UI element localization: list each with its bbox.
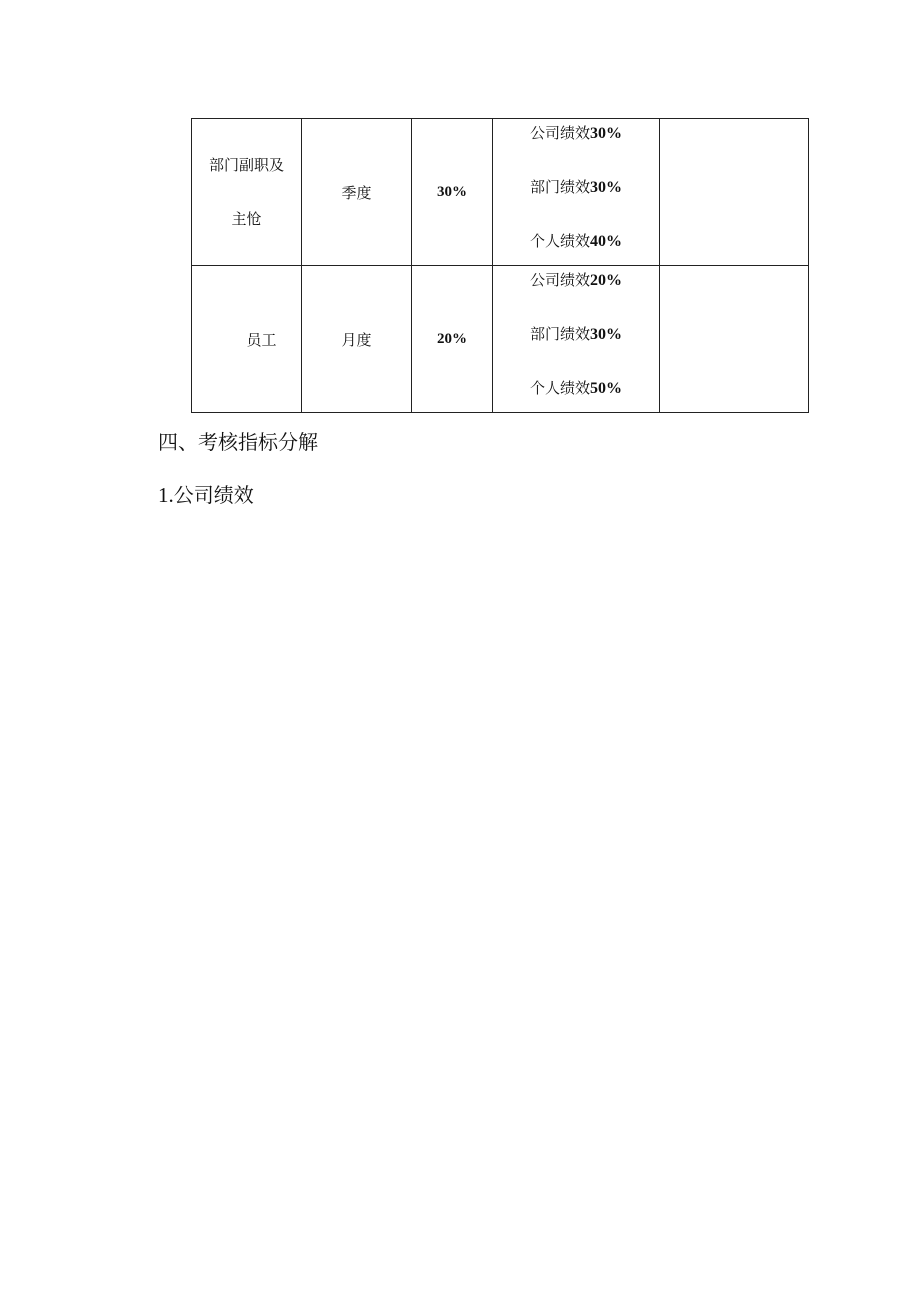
- split-item: [493, 361, 659, 416]
- role-label: 员工: [246, 330, 277, 349]
- split-item: [493, 253, 659, 308]
- split-pct: 40%: [590, 233, 622, 250]
- subsection-title: 公司绩效: [173, 483, 254, 507]
- split-cell: [493, 266, 660, 413]
- split-cell: [493, 119, 660, 266]
- split-pct: 30%: [590, 326, 622, 343]
- cycle-cell: 月度: [302, 266, 412, 413]
- section-heading: 四、考核指标分解: [158, 430, 318, 454]
- weight-cell: 20%: [412, 266, 493, 413]
- table-row: [192, 119, 809, 266]
- empty-cell: [660, 119, 809, 266]
- weight-cell: 30%: [412, 119, 493, 266]
- split-pct: 30%: [590, 179, 622, 196]
- role-cell: [192, 119, 302, 266]
- split-label: 部门绩效: [529, 325, 590, 343]
- split-pct: 50%: [590, 380, 622, 397]
- subsection-heading: [158, 483, 254, 507]
- split-label: 公司绩效: [529, 124, 590, 142]
- split-label: 公司绩效: [529, 271, 590, 289]
- split-label: 部门绩效: [529, 178, 590, 196]
- split-item: [493, 307, 659, 362]
- split-item: [493, 106, 659, 161]
- role-label-line-2: 主怆: [231, 210, 262, 228]
- cycle-cell: 季度: [302, 119, 412, 266]
- split-pct: 30%: [590, 125, 622, 142]
- role-cell: [192, 266, 302, 413]
- subsection-number: 1.: [158, 483, 174, 507]
- table-row: [192, 266, 809, 413]
- split-label: 个人绩效: [529, 232, 590, 250]
- performance-weight-table: [191, 118, 809, 413]
- role-label-line-1: 部门副职及: [208, 156, 284, 174]
- split-item: [493, 160, 659, 215]
- split-pct: 20%: [590, 272, 622, 289]
- empty-cell: [660, 266, 809, 413]
- split-label: 个人绩效: [529, 379, 590, 397]
